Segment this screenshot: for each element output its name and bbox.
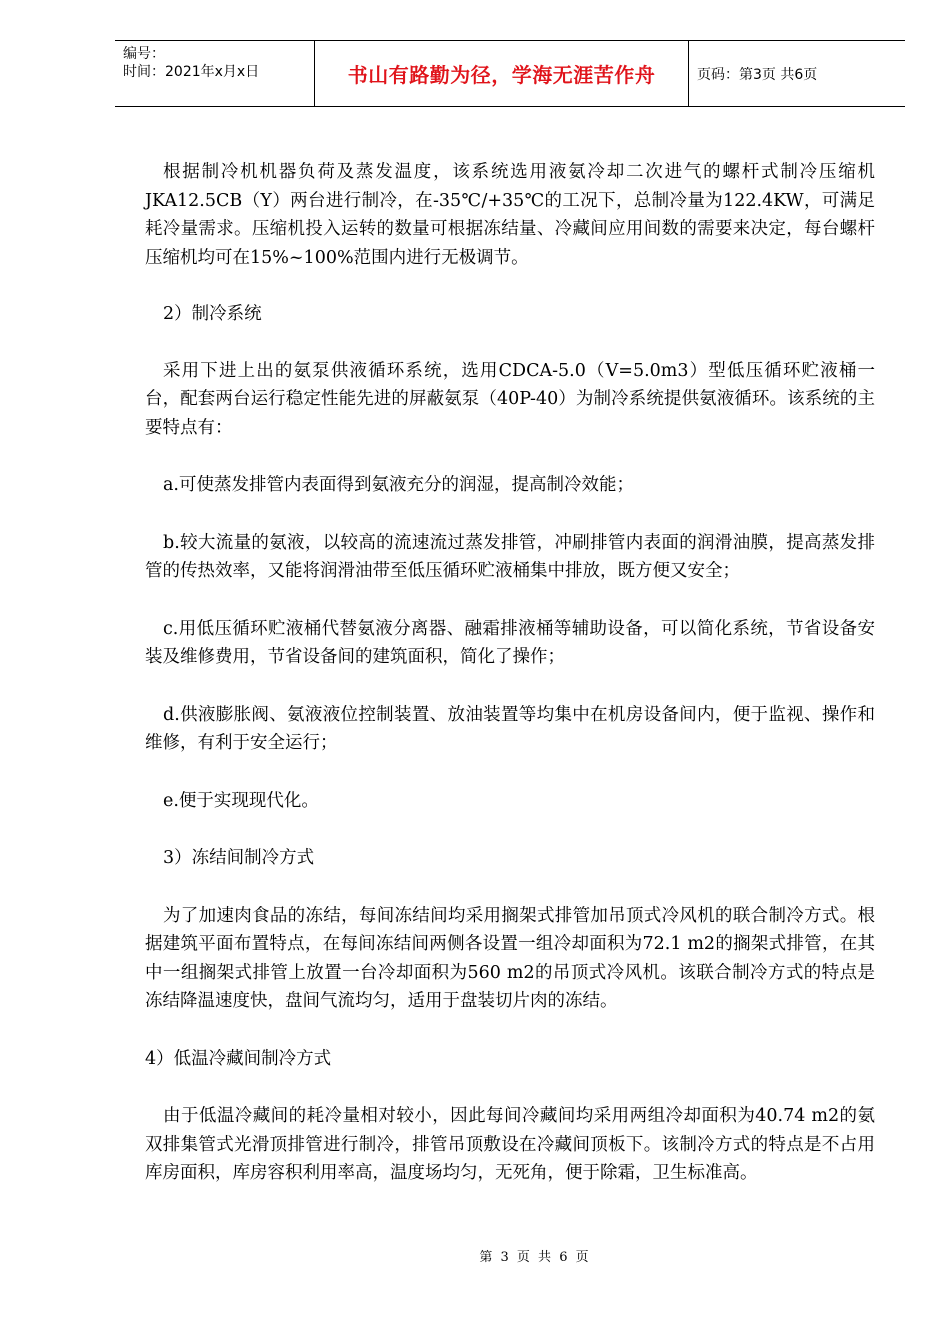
header-motto: 书山有路勤为径，学海无涯苦作舟	[315, 41, 689, 106]
section-heading-freezing-room: 3）冻结间制冷方式	[163, 848, 315, 868]
header-page-number: 页码：第3页 共6页	[697, 66, 818, 83]
list-item-e: e.便于实现现代化。	[163, 790, 319, 811]
page-footer: 第 3 页 共 6 页	[479, 1250, 591, 1265]
document-time-label: 时间：2021年x月x日	[123, 64, 260, 80]
list-item-d: d.供液膨胀阀、氨液液位控制装置、放油装置等均集中在机房设备间内，便于监视、操作和维修，有利于安全运行；	[145, 704, 875, 753]
paragraph-pump-circulation: 采用下进上出的氨泵供液循环系统，选用CDCA-5.0（V=5.0m3）型低压循环贮液桶一台，配套两台运行稳定性能先进的屏蔽氨泵（40P-40）为制冷系统提供氨液循环。该系统的主要特点有：	[145, 360, 875, 438]
paragraph-compressor: 根据制冷机机器负荷及蒸发温度，该系统选用液氨冷却二次进气的螺杆式制冷压缩机JKA12.5CB（Y）两台进行制冷，在-35℃/+35℃的工况下，总制冷量为122.4KW，可满足耗冷量需求。压缩机投入运转的数量可根据冻结量、冷藏间应用间数的需要来决定，每台螺杆压缩机均可在15%~100%范围内进行无极调节。	[145, 162, 875, 268]
page-header	[115, 40, 905, 107]
header-meta	[115, 41, 315, 106]
list-item-a: a.可使蒸发排管内表面得到氨液充分的润湿，提高制冷效能；	[163, 475, 634, 495]
paragraph-cold-storage: 由于低温冷藏间的耗冷量相对较小，因此每间冷藏间均采用两组冷却面积为40.74 m2的氨双排集管式光滑顶排管进行制冷，排管吊顶敷设在冷藏间顶板下。该制冷方式的特点是不占用库房面积，库房容积利用率高，温度场均匀，无死角，便于除霜，卫生标准高。	[145, 1106, 875, 1183]
list-item-b: b.较大流量的氨液，以较高的流速流过蒸发排管，冲刷排管内表面的润滑油膜，提高蒸发排管的传热效率，又能将润滑油带至低压循环贮液桶集中排放，既方便又安全；	[145, 532, 875, 581]
document-body	[145, 158, 875, 1188]
section-heading-cold-storage: 4）低温冷藏间制冷方式	[145, 1048, 332, 1069]
paragraph-freezing-room: 为了加速肉食品的冻结，每间冻结间均采用搁架式排管加吊顶式冷风机的联合制冷方式。根据建筑平面布置特点，在每间冻结间两侧各设置一组冷却面积为72.1 m2的搁架式排管，在其中一组搁架式排管上放置一台冷却面积为560 m2的吊顶式冷风机。该联合制冷方式的特点是冻结降温速度快，盘间气流均匀，适用于盘装切片肉的冻结。	[145, 905, 875, 1011]
document-number-label: 编号：	[123, 46, 165, 62]
section-heading-refrigeration-system: 2）制冷系统	[163, 304, 262, 324]
list-item-c: c.用低压循环贮液桶代替氨液分离器、融霜排液桶等辅助设备，可以简化系统，节省设备安装及维修费用，节省设备间的建筑面积，简化了操作；	[145, 618, 875, 667]
